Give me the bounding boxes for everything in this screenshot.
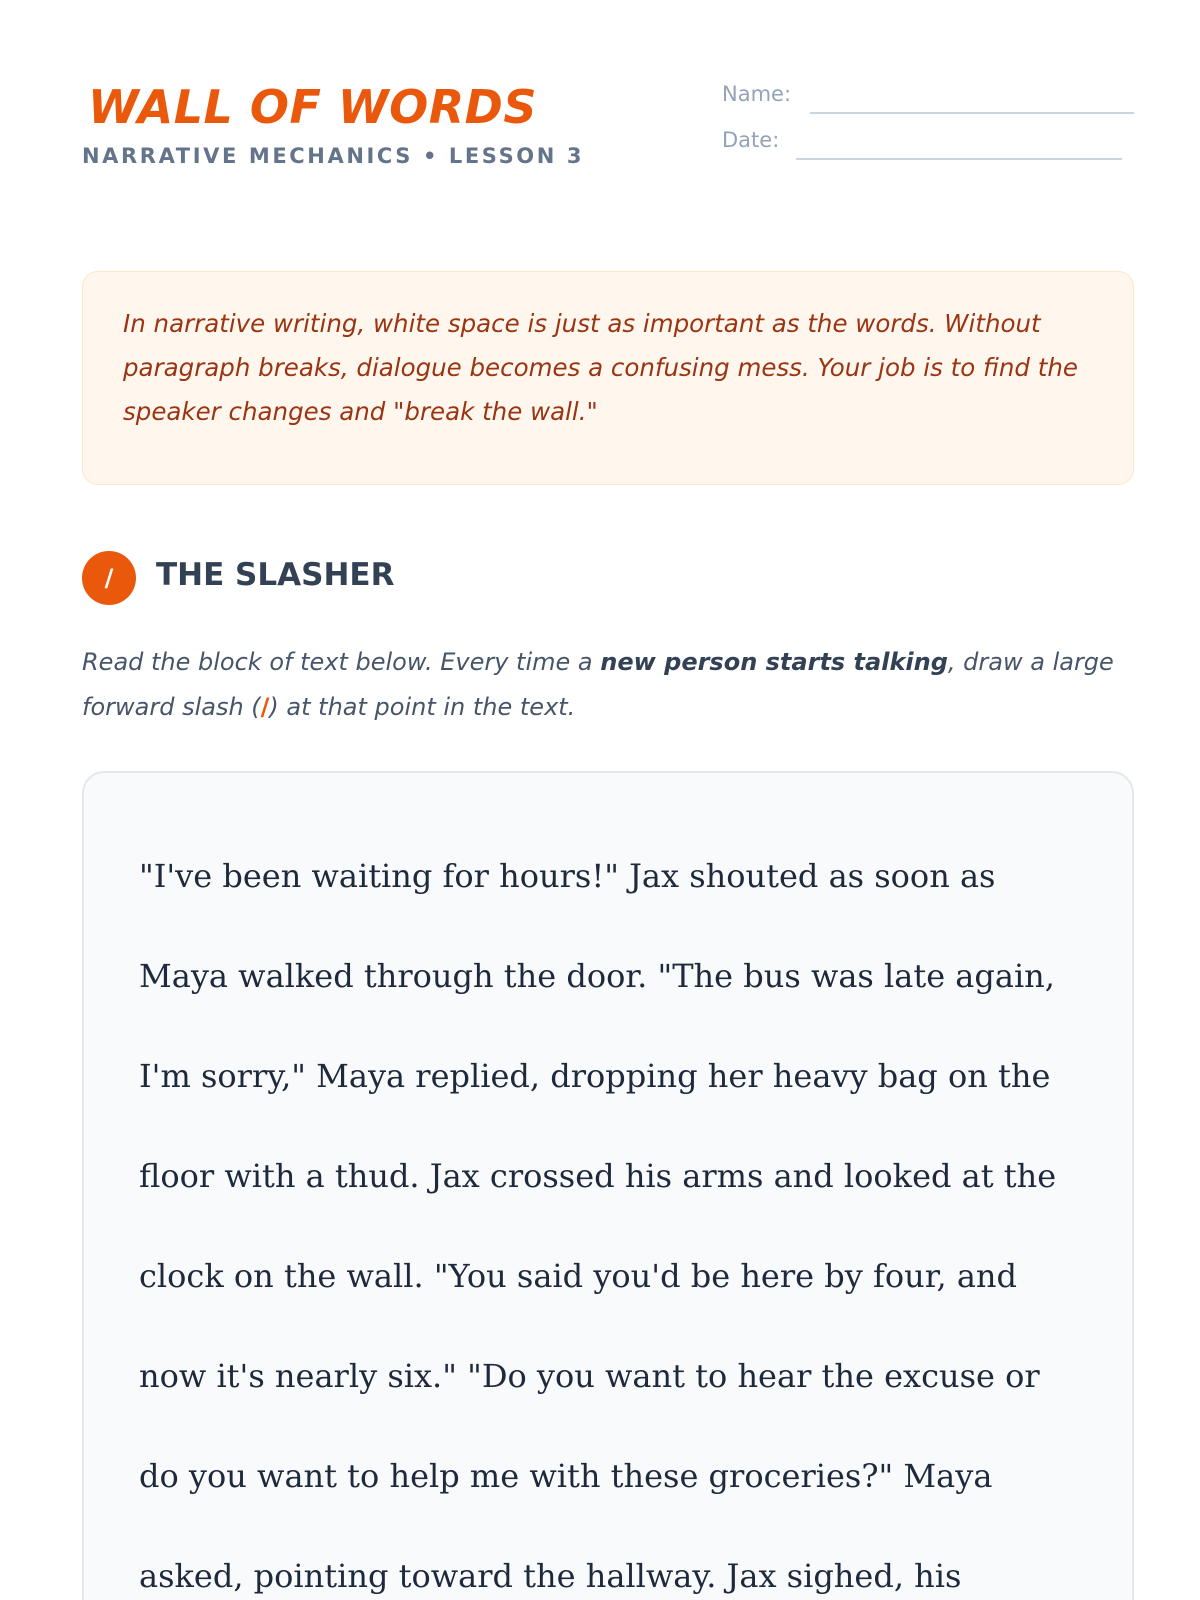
worksheet-subtitle: NARRATIVE MECHANICS • LESSON 3 <box>82 144 585 168</box>
name-write-line[interactable] <box>810 112 1134 114</box>
section-header <box>82 551 1134 605</box>
section-title: THE SLASHER <box>156 557 395 593</box>
name-field-row <box>722 82 1134 118</box>
instructions-emphasis: new person starts talking <box>600 648 948 676</box>
date-label: Date: <box>722 128 780 152</box>
slash-symbol: / <box>260 693 270 721</box>
intro-text: In narrative writing, white space is just as important as the words. Without paragraph breaks, dialogue becomes a confusing mess. Your job is to find the speaker changes and "break the wall." <box>123 309 1078 426</box>
passage-text: "I've been waiting for hours!" Jax shouted as soon as Maya walked through the door. "The bus was late again, I'm sorry," Maya replied, dropping her heavy bag on the floor with a thud. Jax crossed his arms and looked at the clock on the wall. "You said you'd be here by four, and now it's nearly six." "Do you want to hear the excuse or do you want to help me with these groceries?" Maya asked, pointing toward the hallway. Jax sighed, his <box>139 857 1057 1595</box>
worksheet-header <box>82 78 1134 218</box>
instructions-text-2: , draw a large forward slash ( <box>82 648 1114 721</box>
instructions-text-1: Read the block of text below. Every time a <box>82 648 601 676</box>
slash-badge-icon: / <box>82 551 136 605</box>
date-field-row <box>722 128 1134 164</box>
date-write-line[interactable] <box>796 158 1122 160</box>
name-label: Name: <box>722 82 792 106</box>
worksheet-title: WALL OF WORDS <box>88 80 537 134</box>
instructions-text-3: ) at that point in the text. <box>269 693 576 721</box>
intro-callout <box>82 271 1134 485</box>
text-wall-box <box>82 771 1134 1600</box>
section-instructions <box>82 640 1142 730</box>
